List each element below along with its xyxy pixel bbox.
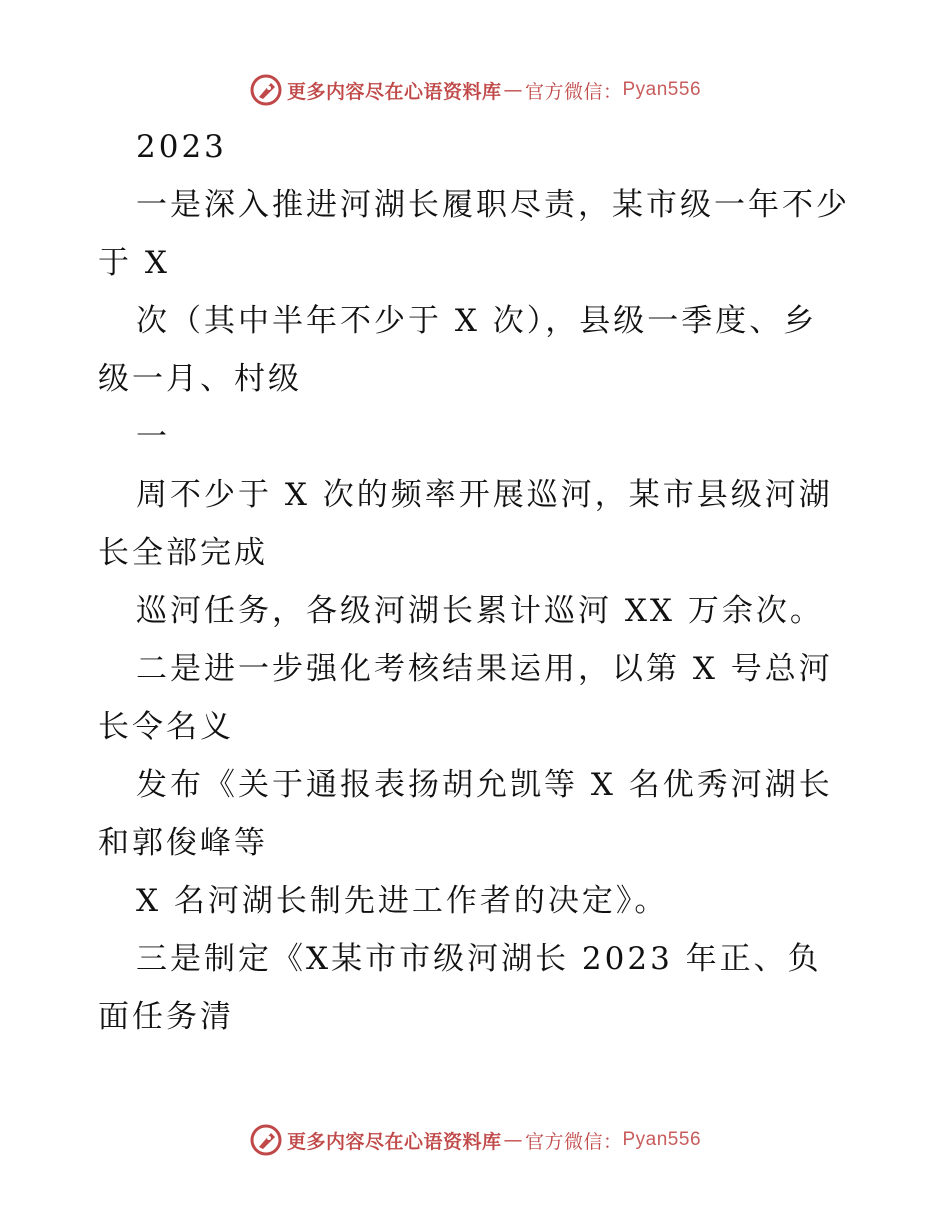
watermark-official-label: 官方微信： — [524, 80, 623, 103]
text-line: 面任务清 — [98, 999, 234, 1035]
watermark-dash: — — [503, 79, 523, 101]
text-line: 长令名义 — [98, 709, 234, 745]
text-line: 二是进一步强化考核结果运用，以第 X 号总河 — [136, 651, 833, 687]
text-line: 一是深入推进河湖长履职尽责，某市级一年不少 — [136, 187, 850, 223]
document-body — [98, 118, 858, 1046]
text-line: 巡河任务，各级河湖长累计巡河 XX 万余次。 — [136, 593, 824, 629]
watermark-official-label: 官方微信： — [524, 1130, 623, 1153]
pen-nib-logo-icon — [249, 73, 283, 107]
text-line: 2023 — [136, 129, 227, 165]
text-line: 一 — [136, 419, 170, 455]
text-line: X 名河湖长制先进工作者的决定》。 — [136, 883, 669, 919]
watermark-wechat-id: Pyan556 — [622, 1129, 702, 1150]
footer-watermark — [0, 1120, 950, 1160]
text-line: 三是制定《X某市市级河湖长 2023 年正、负 — [136, 941, 822, 977]
header-watermark — [0, 70, 950, 110]
text-line: 发布《关于通报表扬胡允凯等 X 名优秀河湖长 — [136, 767, 833, 803]
watermark-dash: — — [503, 1129, 523, 1151]
text-line: 次（其中半年不少于 X 次），县级一季度、乡 — [136, 303, 818, 339]
watermark-wechat-id: Pyan556 — [622, 79, 702, 100]
text-line: 于 X — [98, 245, 170, 281]
text-line: 和郭俊峰等 — [98, 825, 268, 861]
watermark-site-name: 更多内容尽在心语资料库 — [286, 80, 502, 103]
text-line: 长全部完成 — [98, 535, 268, 571]
watermark-site-name: 更多内容尽在心语资料库 — [286, 1130, 502, 1153]
text-line: 级一月、村级 — [98, 361, 302, 397]
pen-nib-logo-icon — [249, 1123, 283, 1157]
text-line: 周不少于 X 次的频率开展巡河，某市县级河湖 — [136, 477, 833, 513]
